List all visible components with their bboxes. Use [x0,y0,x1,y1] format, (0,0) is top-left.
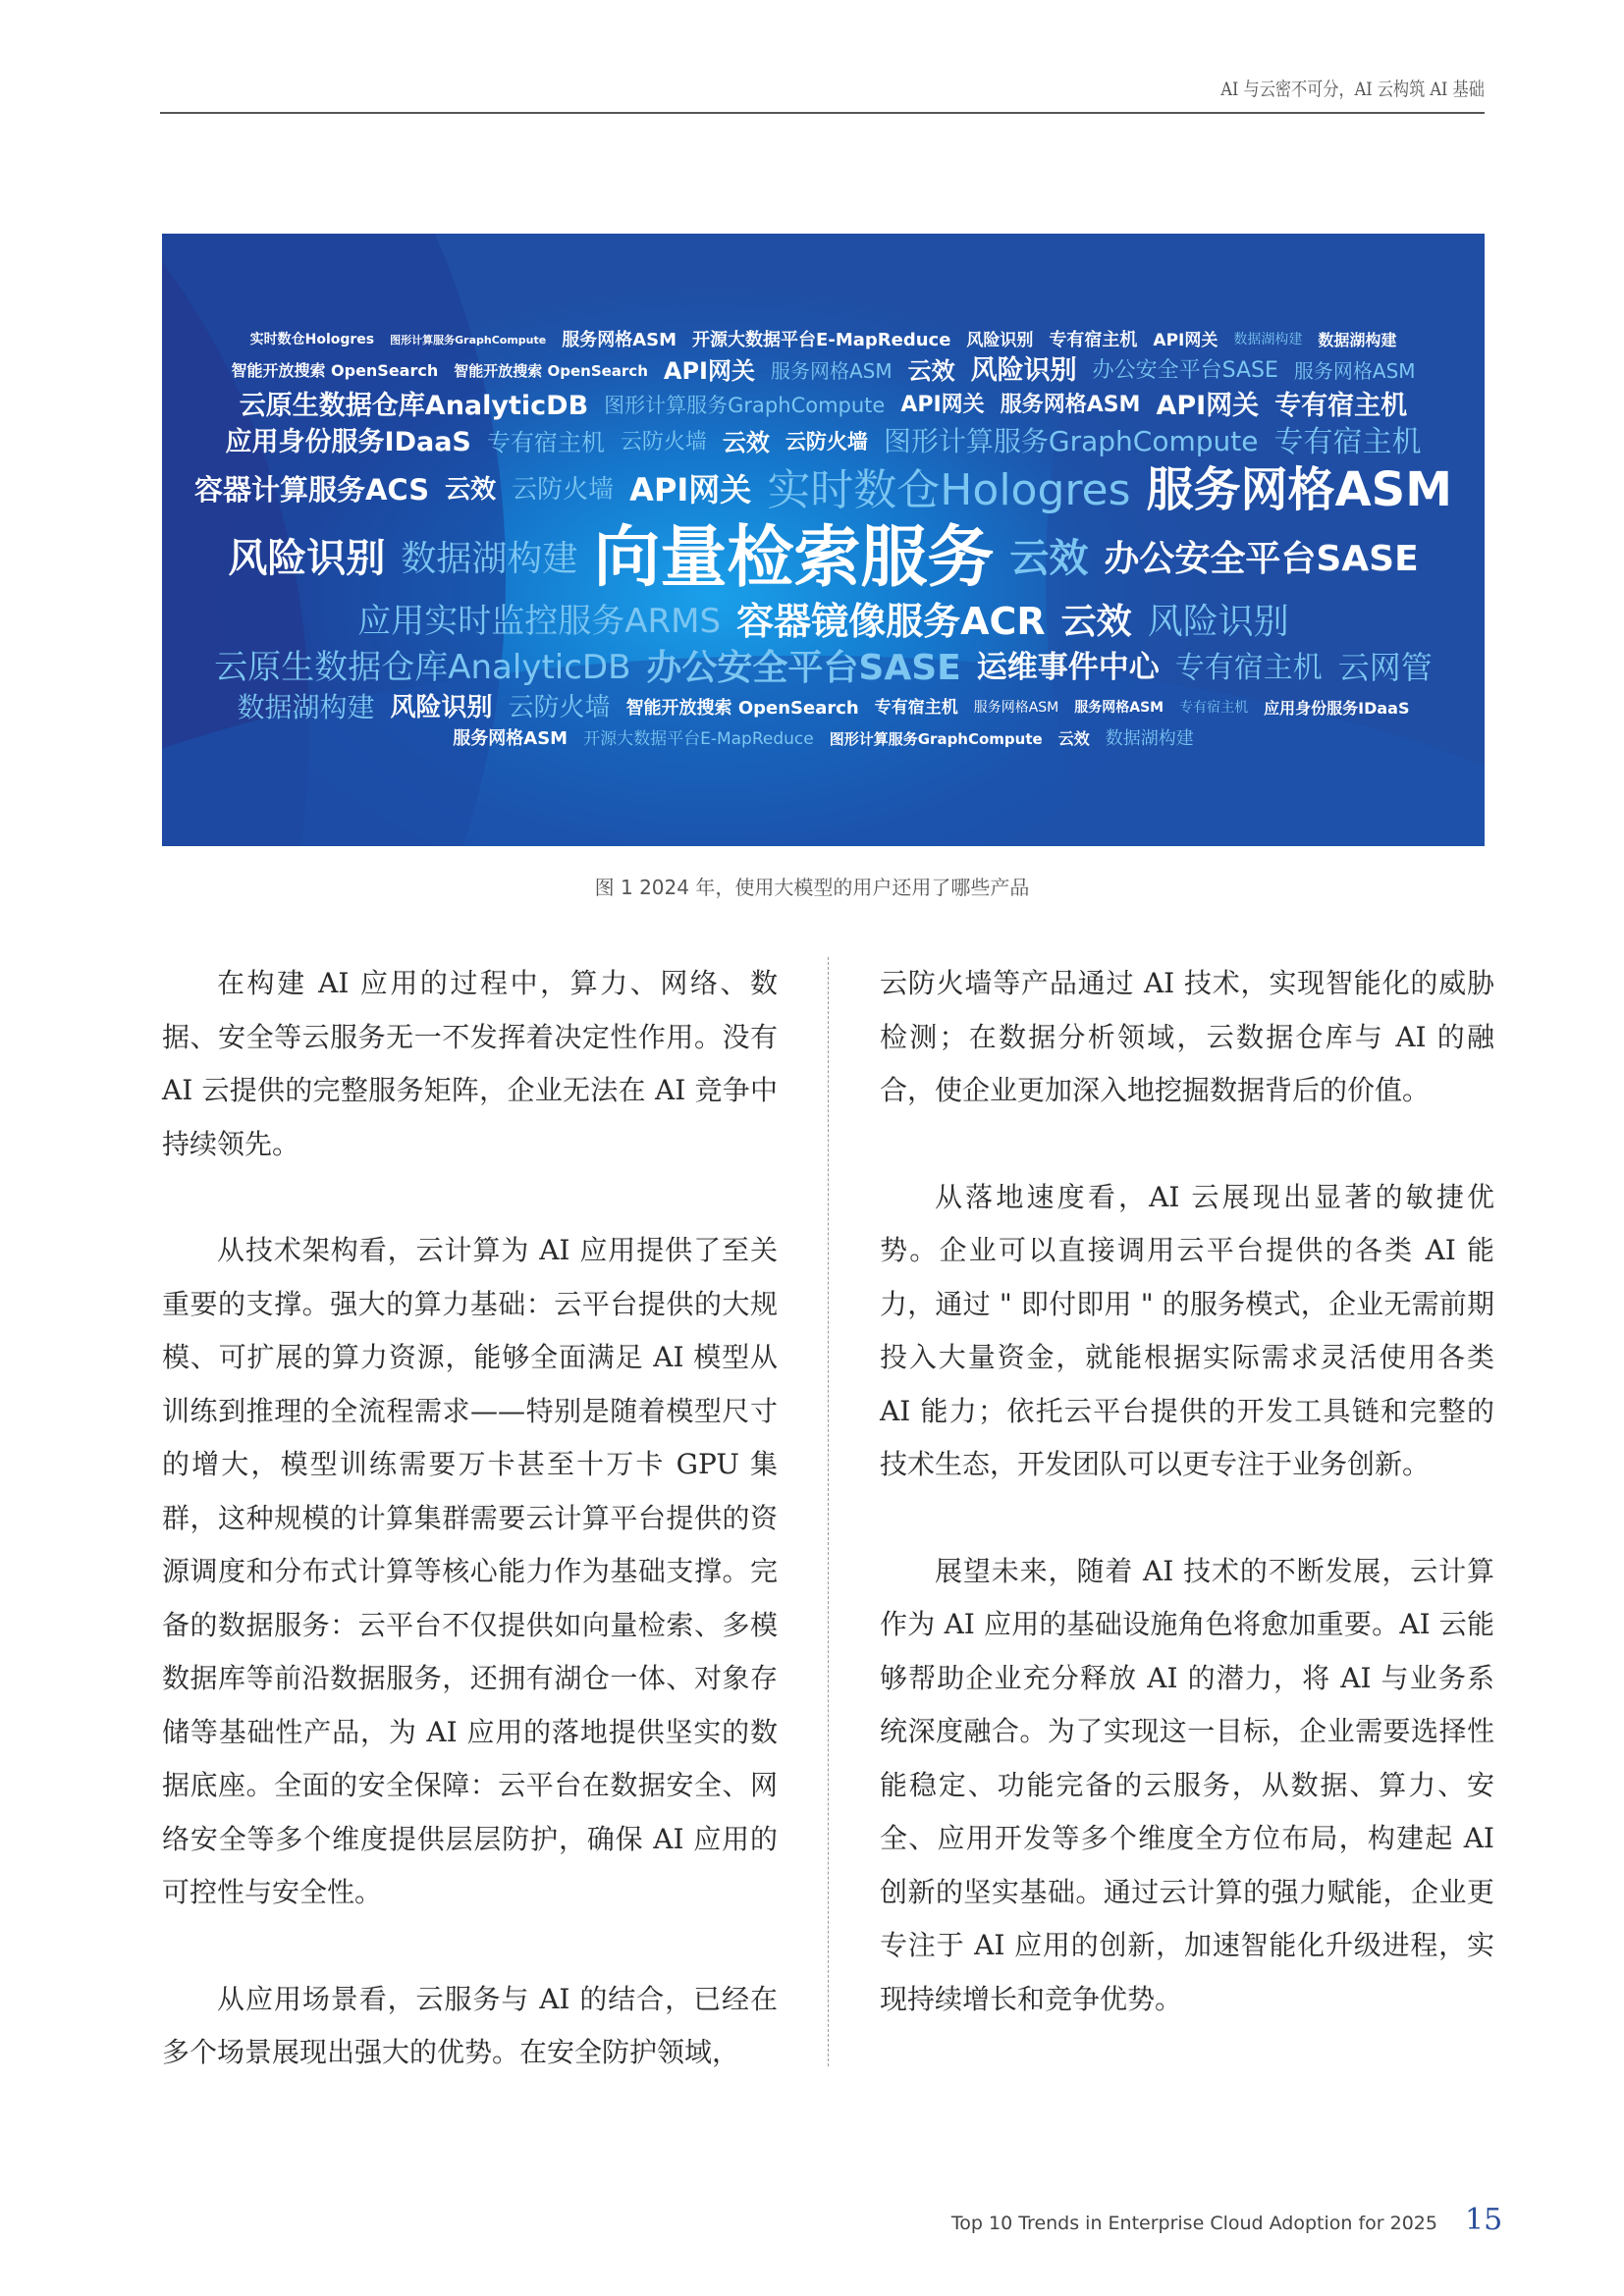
paragraph: 从应用场景看，云服务与 AI 的结合，已经在多个场景展现出强大的优势。在安全防护领域， [162,1982,778,2068]
word: 服务网格ASM [1000,393,1141,418]
word: 风险识别 [966,330,1034,350]
word: 应用身份服务IDaaS [225,426,471,457]
word: 开源大数据平台E-MapReduce [692,330,951,351]
word: 云效 [445,475,497,506]
word: 实时数仓Hologres [249,332,375,348]
paragraph: 从落地速度看，AI 云展现出显著的敏捷优势。企业可以直接调用云平台提供的各类 AI 能力，通过 " 即付即用 " 的服务模式，企业无需前期投入大量资金，就能根据实际需求灵活使用各类 AI 能力；依托云平台提供的开发工具链和完整的技术生态，开发团队可以更专注于业务创新。 [880,1180,1494,1480]
word: 专有宿主机 [1174,650,1323,685]
word: 云效 [1057,729,1090,749]
word: 风险识别 [970,354,1077,386]
word: 数据湖构建 [237,691,375,724]
word: 办公安全平台SASE [646,647,961,688]
word: 应用身份服务IDaaS [1264,698,1410,718]
word: 云效 [1060,601,1132,642]
running-header: AI 与云密不可分，AI 云构筑 AI 基础 [1220,79,1485,100]
paragraph: 云防火墙等产品通过 AI 技术，实现智能化的威胁检测；在数据分析领域，云数据仓库与 AI 的融合，使企业更加深入地挖掘数据背后的价值。 [880,967,1494,1106]
word: 图形计算服务GraphCompute [604,393,886,417]
word: 运维事件中心 [976,650,1160,686]
word: 图形计算服务GraphCompute [829,729,1043,748]
word: 云防火墙 [508,693,611,723]
word: API网关 [1156,390,1260,421]
word: API网关 [663,356,755,385]
word: API网关 [900,393,985,418]
word: 服务网格ASM [1074,699,1164,716]
word: 数据湖构建 [1233,332,1303,348]
word: 智能开放搜索 OpenSearch [625,697,859,719]
column-divider [828,957,829,2066]
word: 专有宿主机 [1179,699,1249,716]
word: 图形计算服务GraphCompute [883,425,1259,458]
word: 数据湖构建 [401,538,578,579]
word: 服务网格ASM [562,330,677,351]
left-column [162,957,778,2133]
word: 开源大数据平台E-MapReduce [583,728,814,749]
word: 专有宿主机 [1274,390,1408,421]
word: 云防火墙 [512,475,615,506]
word: 专有宿主机 [874,698,958,719]
word: 风险识别 [1147,601,1289,642]
word: 云防火墙 [620,429,707,454]
word: 数据湖构建 [1318,331,1397,350]
word: 服务网格ASM [1293,358,1416,383]
word: 云效 [1009,536,1089,582]
word: 云效 [907,356,955,385]
figure-caption: 图 1 2024 年，使用大模型的用户还用了哪些产品 [594,876,1030,899]
header-rule [160,112,1485,114]
footer-title: Top 10 Trends in Enterprise Cloud Adoption for 2025 [950,2213,1437,2234]
paragraph: 展望未来，随着 AI 技术的不断发展，云计算作为 AI 应用的基础设施角色将愈加重要。AI 云能够帮助企业充分释放 AI 的潜力，将 AI 与业务系统深度融合。为了实现这一目标，企业需要选择性能稳定、功能完备的云服务，从数据、算力、安全、应用开发等多个维度全方位布局，构建起 AI 创新的坚实基础。通过云计算的强力赋能，企业更专注于 AI 应用的创新，加速智能化升级进程，实现持续增长和竞争优势。 [880,1554,1494,2015]
word: 办公安全平台SASE [1092,357,1278,383]
word: 云效 [722,428,770,456]
word: API网关 [629,471,752,509]
word: 专有宿主机 [1049,330,1138,351]
page-number: 15 [1465,2203,1503,2237]
word: 服务网格ASM [1146,462,1453,518]
word: 专有宿主机 [1273,425,1422,460]
word: 向量检索服务 [593,519,995,598]
word: 服务网格ASM [453,728,568,750]
word: 风险识别 [228,536,386,582]
word: 服务网格ASM [770,358,893,383]
word: 智能开放搜索 OpenSearch [231,360,439,380]
word: 云原生数据仓库AnalyticDB [214,647,631,687]
word: 专有宿主机 [486,428,605,456]
word-cloud-figure [162,234,1485,846]
word: 云网管 [1337,648,1433,686]
word: 容器镜像服务ACR [736,599,1046,643]
word: 应用实时监控服务ARMS [357,602,722,642]
right-column [880,957,1494,2079]
word: 风险识别 [390,693,493,723]
word: 办公安全平台SASE [1104,538,1419,579]
word-cloud [162,234,1485,846]
paragraph: 从技术架构看，云计算为 AI 应用提供了至关重要的支撑。强大的算力基础：云平台提供的大规模、可扩展的算力资源，能够全面满足 AI 模型从训练到推理的全流程需求——特别是随着模型尺寸的增大，模型训练需要万卡甚至十万卡 GPU 集群，这种规模的计算集群需要云计算平台提供的资源调度和分布式计算等核心能力作为基础支撑。完备的数据服务：云平台不仅提供如向量检索、多模数据库等前沿数据服务，还拥有湖仓一体、对象存储等基础性产品，为 AI 应用的落地提供坚实的数据底座。全面的安全保障：云平台在数据安全、网络安全等多个维度提供层层防护，确保 AI 应用的可控性与安全性。 [162,1234,778,1908]
word: 图形计算服务GraphCompute [390,333,547,347]
word: 实时数仓Hologres [767,464,1131,515]
word: 服务网格ASM [973,699,1059,716]
word: 容器计算服务ACS [193,472,430,507]
word: 云防火墙 [785,430,868,454]
word: 智能开放搜索 OpenSearch [454,361,648,380]
word: API网关 [1153,330,1218,350]
word: 云原生数据仓库AnalyticDB [239,390,589,421]
paragraph: 在构建 AI 应用的过程中，算力、网络、数据、安全等云服务无一不发挥着决定性作用。没有 AI 云提供的完整服务矩阵，企业无法在 AI 竞争中持续领先。 [162,967,778,1160]
word: 数据湖构建 [1105,728,1194,750]
